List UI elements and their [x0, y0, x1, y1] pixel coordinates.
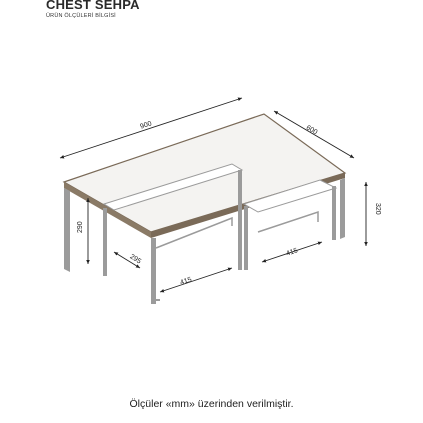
product-title: CHEST SEHPA: [46, 0, 140, 12]
dim-stool-depth: [114, 252, 142, 268]
product-subtitle: ÜRÜN ÖLÇÜLERİ BİLGİSİ: [46, 13, 116, 19]
table-front-left-leg: [151, 238, 156, 304]
dim-stool-height: [77, 198, 88, 264]
stool-left-side: [103, 208, 107, 276]
table-right-panel: [340, 178, 345, 239]
dim-stool-width-right-label: 415: [285, 247, 299, 258]
dim-stool-height-label: 290: [77, 221, 84, 233]
dim-stool-width-left-label: 415: [179, 276, 193, 287]
dim-stool-width-left: [160, 268, 232, 292]
dim-stool-depth-label: 295: [128, 253, 143, 266]
dim-length-label: 900: [139, 120, 153, 131]
stool-left-front-leg: [238, 170, 242, 270]
table-left-panel: [64, 188, 70, 272]
stool-right-left-leg: [244, 206, 248, 270]
measurement-note: Ölçüler «mm» üzerinden verilmiştir.: [129, 398, 294, 410]
stool-right-right-leg: [332, 186, 336, 240]
dim-height-label: 320: [374, 203, 381, 215]
dim-stool-width-right: [262, 242, 322, 262]
dim-height: [366, 182, 381, 246]
stool-right-frame: [258, 212, 318, 232]
dim-width-label: 600: [304, 124, 319, 137]
